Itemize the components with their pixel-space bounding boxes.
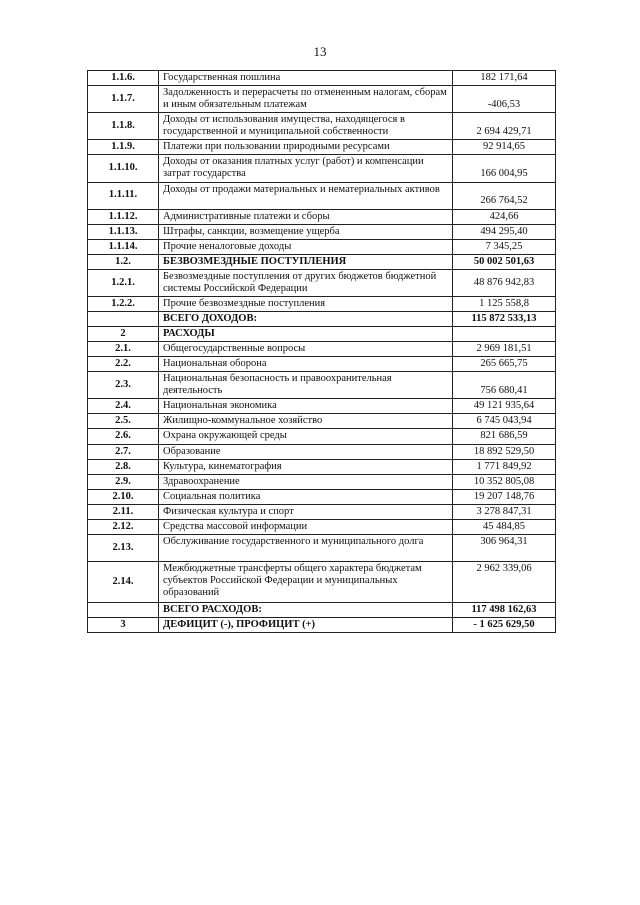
table-row — [88, 113, 556, 140]
row-name: Обслуживание государственного и муниципального долга — [159, 534, 453, 561]
row-value: 266 764,52 — [453, 182, 556, 209]
row-code: 1.1.11. — [88, 182, 159, 209]
row-code: 1.1.10. — [88, 155, 159, 182]
row-code: 1.1.7. — [88, 86, 159, 113]
row-name: Прочие безвозмездные поступления — [159, 296, 453, 311]
row-code: 1.1.13. — [88, 224, 159, 239]
row-code: 2.14. — [88, 561, 159, 602]
budget-table-body — [88, 71, 556, 633]
row-code: 1.1.6. — [88, 71, 159, 86]
row-code: 1.1.14. — [88, 239, 159, 254]
row-name: БЕЗВОЗМЕЗДНЫЕ ПОСТУПЛЕНИЯ — [159, 254, 453, 269]
table-row — [88, 519, 556, 534]
table-row — [88, 357, 556, 372]
table-row — [88, 399, 556, 414]
row-code: 1.2. — [88, 254, 159, 269]
row-name: ВСЕГО РАСХОДОВ: — [159, 602, 453, 617]
table-row — [88, 224, 556, 239]
row-value: 18 892 529,50 — [453, 444, 556, 459]
row-name: Доходы от оказания платных услуг (работ) и компенсации затрат государства — [159, 155, 453, 182]
row-code: 2.4. — [88, 399, 159, 414]
row-code: 2.2. — [88, 357, 159, 372]
row-code: 2.12. — [88, 519, 159, 534]
row-value: 3 278 847,31 — [453, 504, 556, 519]
row-value: 756 680,41 — [453, 372, 556, 399]
row-name: Культура, кинематография — [159, 459, 453, 474]
row-value: 92 914,65 — [453, 140, 556, 155]
table-row — [88, 296, 556, 311]
table-row — [88, 311, 556, 326]
table-row — [88, 182, 556, 209]
row-name: ВСЕГО ДОХОДОВ: — [159, 311, 453, 326]
table-row — [88, 429, 556, 444]
row-name: РАСХОДЫ — [159, 327, 453, 342]
row-code: 2.11. — [88, 504, 159, 519]
table-row — [88, 254, 556, 269]
table-row — [88, 155, 556, 182]
row-code: 1.1.8. — [88, 113, 159, 140]
row-name: Административные платежи и сборы — [159, 209, 453, 224]
row-value: 2 969 181,51 — [453, 342, 556, 357]
row-value: 424,66 — [453, 209, 556, 224]
row-value: 48 876 942,83 — [453, 269, 556, 296]
row-code: 2.6. — [88, 429, 159, 444]
table-row — [88, 489, 556, 504]
row-value: 115 872 533,13 — [453, 311, 556, 326]
row-value: -406,53 — [453, 86, 556, 113]
row-code: 1.2.2. — [88, 296, 159, 311]
row-code: 1.2.1. — [88, 269, 159, 296]
row-code: 2.8. — [88, 459, 159, 474]
row-name: Межбюджетные трансферты общего характера бюджетам субъектов Российской Федерации и муниципальных образований — [159, 561, 453, 602]
row-code: 2.5. — [88, 414, 159, 429]
row-name: Прочие неналоговые доходы — [159, 239, 453, 254]
row-value: 306 964,31 — [453, 534, 556, 561]
row-value: 10 352 805,08 — [453, 474, 556, 489]
row-code: 1.1.12. — [88, 209, 159, 224]
page-number: 13 — [313, 44, 327, 59]
row-name: Безвозмездные поступления от других бюджетов бюджетной системы Российской Федерации — [159, 269, 453, 296]
row-code: 2 — [88, 327, 159, 342]
row-value: 7 345,25 — [453, 239, 556, 254]
row-name: Охрана окружающей среды — [159, 429, 453, 444]
row-value: 182 171,64 — [453, 71, 556, 86]
row-code: 2.1. — [88, 342, 159, 357]
row-name: Социальная политика — [159, 489, 453, 504]
row-code: 2.9. — [88, 474, 159, 489]
row-name: Национальная оборона — [159, 357, 453, 372]
table-row — [88, 459, 556, 474]
table-row — [88, 474, 556, 489]
row-name: ДЕФИЦИТ (-), ПРОФИЦИТ (+) — [159, 617, 453, 632]
row-value: 265 665,75 — [453, 357, 556, 372]
row-name: Здравоохранение — [159, 474, 453, 489]
row-code: 3 — [88, 617, 159, 632]
row-code — [88, 602, 159, 617]
table-row — [88, 617, 556, 632]
budget-table — [87, 70, 556, 633]
row-code: 2.7. — [88, 444, 159, 459]
row-value: 1 125 558,8 — [453, 296, 556, 311]
row-name: Платежи при пользовании природными ресурсами — [159, 140, 453, 155]
table-row — [88, 239, 556, 254]
table-row — [88, 504, 556, 519]
row-value: 6 745 043,94 — [453, 414, 556, 429]
row-value: 49 121 935,64 — [453, 399, 556, 414]
table-row — [88, 414, 556, 429]
row-code: 2.10. — [88, 489, 159, 504]
row-name: Средства массовой информации — [159, 519, 453, 534]
row-name: Жилищно-коммунальное хозяйство — [159, 414, 453, 429]
table-row — [88, 342, 556, 357]
row-value: 821 686,59 — [453, 429, 556, 444]
row-name: Доходы от использования имущества, находящегося в государственной и муниципальной собственности — [159, 113, 453, 140]
row-value: 19 207 148,76 — [453, 489, 556, 504]
table-row — [88, 71, 556, 86]
table-row — [88, 327, 556, 342]
row-name: Штрафы, санкции, возмещение ущерба — [159, 224, 453, 239]
row-value: 166 004,95 — [453, 155, 556, 182]
row-name: Образование — [159, 444, 453, 459]
row-name: Национальная безопасность и правоохранительная деятельность — [159, 372, 453, 399]
row-code — [88, 311, 159, 326]
table-row — [88, 209, 556, 224]
row-value: - 1 625 629,50 — [453, 617, 556, 632]
row-name: Физическая культура и спорт — [159, 504, 453, 519]
row-value: 2 962 339,06 — [453, 561, 556, 602]
table-row — [88, 444, 556, 459]
table-row — [88, 561, 556, 602]
row-value: 2 694 429,71 — [453, 113, 556, 140]
table-row — [88, 372, 556, 399]
table-row — [88, 602, 556, 617]
row-code: 2.3. — [88, 372, 159, 399]
row-value — [453, 327, 556, 342]
row-name: Государственная пошлина — [159, 71, 453, 86]
table-row — [88, 269, 556, 296]
table-row — [88, 86, 556, 113]
row-value: 1 771 849,92 — [453, 459, 556, 474]
row-name: Общегосударственные вопросы — [159, 342, 453, 357]
row-code: 1.1.9. — [88, 140, 159, 155]
row-value: 494 295,40 — [453, 224, 556, 239]
row-name: Национальная экономика — [159, 399, 453, 414]
table-row — [88, 534, 556, 561]
row-value: 50 002 501,63 — [453, 254, 556, 269]
table-row — [88, 140, 556, 155]
row-name: Доходы от продажи материальных и нематериальных активов — [159, 182, 453, 209]
row-code: 2.13. — [88, 534, 159, 561]
row-value: 45 484,85 — [453, 519, 556, 534]
row-value: 117 498 162,63 — [453, 602, 556, 617]
row-name: Задолженность и перерасчеты по отмененным налогам, сборам и иным обязательным платежам — [159, 86, 453, 113]
